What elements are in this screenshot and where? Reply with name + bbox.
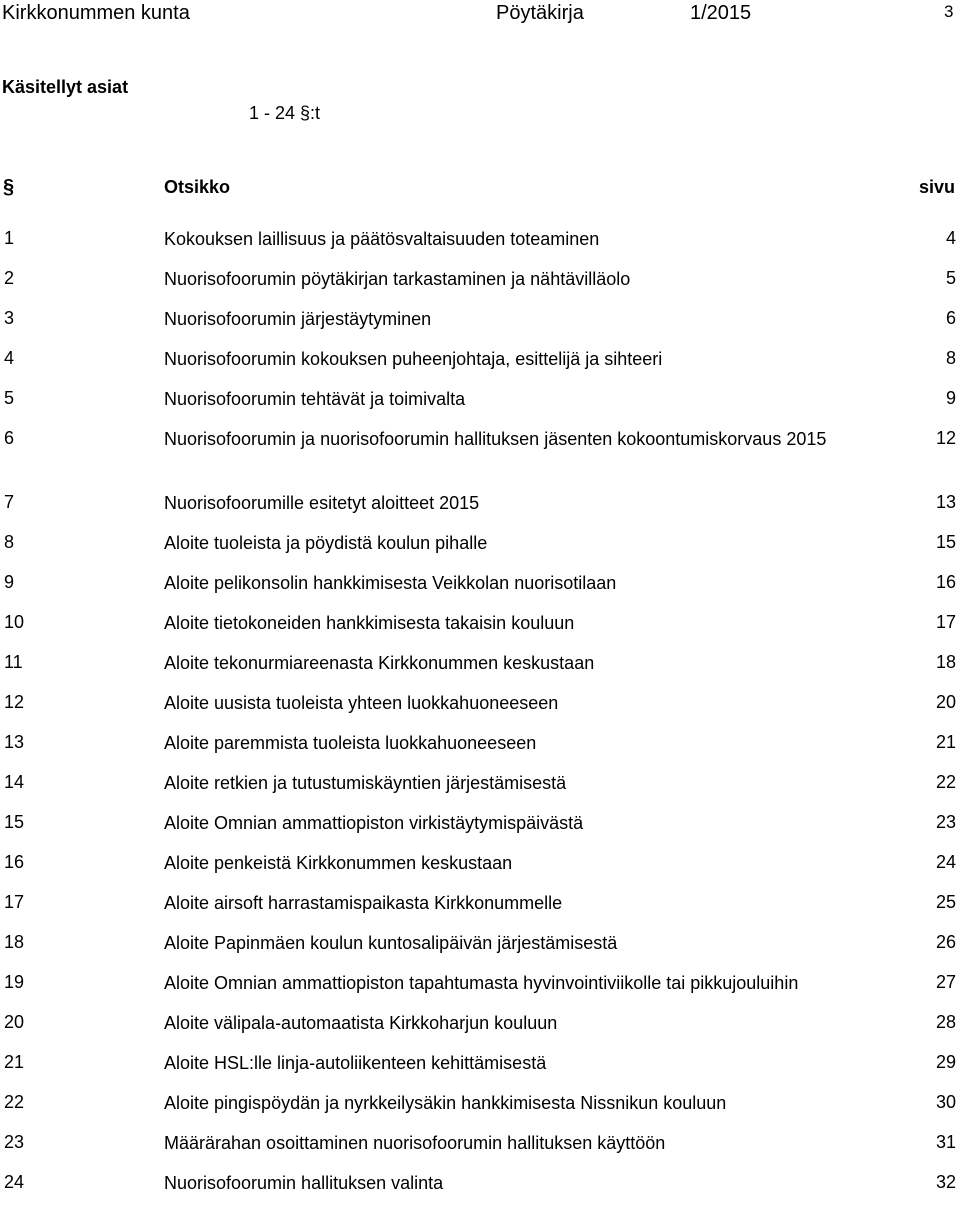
toc-item	[0, 1088, 960, 1128]
toc-item-title: Aloite tuoleista ja pöydistä koulun pihalle	[164, 533, 488, 553]
toc-item-number: 2	[4, 268, 15, 288]
toc-item-number: 12	[4, 692, 25, 712]
toc-item-page: 27	[935, 972, 956, 992]
toc-item-number: 14	[4, 772, 25, 792]
toc-item-title: Aloite pelikonsolin hankkimisesta Veikkolan nuorisotilaan	[164, 573, 617, 593]
page-header	[0, 0, 960, 30]
toc-item-title: Nuorisofoorumin kokouksen puheenjohtaja, esittelijä ja sihteeri	[164, 349, 663, 369]
toc-item-page: 16	[935, 572, 956, 592]
toc-item-number: 5	[4, 388, 15, 408]
toc-item-title: Nuorisofoorumin ja nuorisofoorumin hallituksen jäsenten kokoontumiskorvaus 2015	[164, 429, 827, 449]
toc-item-page: 32	[935, 1172, 956, 1192]
toc-item-number: 20	[4, 1012, 25, 1032]
toc-page-header: sivu	[918, 177, 955, 197]
toc-item-title: Aloite HSL:lle linja-autoliikenteen kehittämisestä	[164, 1053, 547, 1073]
municipality-name: Kirkkonummen kunta	[2, 2, 190, 24]
toc-item-title: Aloite uusista tuoleista yhteen luokkahuoneeseen	[164, 693, 559, 713]
toc-item	[0, 1008, 960, 1048]
toc-item-page: 21	[935, 732, 956, 752]
toc-item	[0, 848, 960, 888]
toc-item-title: Nuorisofoorumin hallituksen valinta	[164, 1173, 444, 1193]
document-type: Pöytäkirja	[496, 2, 584, 24]
toc-item-title: Aloite penkeistä Kirkkonummen keskustaan	[164, 853, 513, 873]
toc-item-title: Aloite paremmista tuoleista luokkahuoneeseen	[164, 733, 537, 753]
toc-item	[0, 608, 960, 648]
toc-item-page: 13	[935, 492, 956, 512]
toc-item-number: 1	[4, 228, 15, 248]
toc-item-number: 23	[4, 1132, 25, 1152]
toc-item-number: 9	[4, 572, 15, 592]
toc-item-title: Aloite pingispöydän ja nyrkkeilysäkin hankkimisesta Nissnikun kouluun	[164, 1093, 727, 1113]
toc-item-page: 24	[935, 852, 956, 872]
toc-item-title: Aloite tekonurmiareenasta Kirkkonummen keskustaan	[164, 653, 595, 673]
toc-item	[0, 344, 960, 384]
toc-item-page: 15	[935, 532, 956, 552]
toc-item-page: 5	[945, 268, 956, 288]
toc-item-page: 6	[945, 308, 956, 328]
toc-item-number: 21	[4, 1052, 25, 1072]
toc-item-number: 6	[4, 428, 15, 448]
toc-item	[0, 488, 960, 528]
toc-item-page: 4	[945, 228, 956, 248]
toc-item	[0, 304, 960, 344]
toc-item-page: 31	[935, 1132, 956, 1152]
toc-item	[0, 568, 960, 608]
toc-item-page: 9	[945, 388, 956, 408]
section-title: Käsitellyt asiat	[2, 77, 129, 97]
toc-item-number: 15	[4, 812, 25, 832]
toc-item	[0, 768, 960, 808]
toc-item	[0, 528, 960, 568]
toc-item-title: Aloite tietokoneiden hankkimisesta takaisin kouluun	[164, 613, 575, 633]
toc-item-title: Nuorisofoorumin tehtävät ja toimivalta	[164, 389, 466, 409]
toc-item-page: 23	[935, 812, 956, 832]
toc-item	[0, 1128, 960, 1168]
toc-item-number: 11	[4, 652, 23, 672]
toc-item-title: Määrärahan osoittaminen nuorisofoorumin hallituksen käyttöön	[164, 1133, 666, 1153]
toc-item-title: Nuorisofoorumin järjestäytyminen	[164, 309, 432, 329]
toc-item	[0, 1168, 960, 1208]
toc-item	[0, 808, 960, 848]
toc-header	[0, 176, 960, 202]
toc-item-title: Aloite retkien ja tutustumiskäyntien järjestämisestä	[164, 773, 567, 793]
toc-item	[0, 688, 960, 728]
toc-item-title: Kokouksen laillisuus ja päätösvaltaisuuden toteaminen	[164, 229, 600, 249]
toc-item-page: 28	[935, 1012, 956, 1032]
toc-item-title: Aloite Omnian ammattiopiston tapahtumasta hyvinvointiviikolle tai pikkujouluihin	[164, 973, 799, 993]
toc-item-number: 18	[4, 932, 25, 952]
toc-item-number: 8	[4, 532, 15, 552]
toc-item-number: 19	[4, 972, 25, 992]
toc-item-number: 4	[4, 348, 15, 368]
toc-item-title: Nuorisofoorumin pöytäkirjan tarkastaminen ja nähtävilläolo	[164, 269, 631, 289]
toc-item-page: 20	[935, 692, 956, 712]
toc-title-header: Otsikko	[164, 177, 231, 197]
toc-item-page: 17	[935, 612, 956, 632]
toc-item	[0, 224, 960, 264]
toc-item-number: 17	[4, 892, 25, 912]
document-number: 1/2015	[690, 2, 752, 24]
toc-item-title: Aloite Papinmäen koulun kuntosalipäivän järjestämisestä	[164, 933, 618, 953]
toc-item	[0, 424, 960, 488]
toc-item	[0, 384, 960, 424]
toc-item	[0, 888, 960, 928]
toc-item-number: 16	[4, 852, 25, 872]
page-number: 3	[944, 2, 954, 21]
toc-item-page: 25	[935, 892, 956, 912]
toc-item-page: 30	[935, 1092, 956, 1112]
section-range: 1 - 24 §:t	[249, 103, 321, 123]
toc-item-page: 29	[935, 1052, 956, 1072]
toc-item-number: 22	[4, 1092, 25, 1112]
toc-item-number: 13	[4, 732, 25, 752]
toc-item-number: 7	[4, 492, 15, 512]
toc-item-page: 22	[935, 772, 956, 792]
table-of-contents	[0, 224, 960, 1208]
toc-item-title: Aloite airsoft harrastamispaikasta Kirkkonummelle	[164, 893, 563, 913]
toc-item-page: 12	[935, 428, 956, 448]
toc-item	[0, 968, 960, 1008]
toc-item	[0, 728, 960, 768]
toc-item-number: 3	[4, 308, 15, 328]
toc-item-number: 10	[4, 612, 25, 632]
toc-item-page: 26	[935, 932, 956, 952]
toc-item-title: Nuorisofoorumille esitetyt aloitteet 2015	[164, 493, 480, 513]
toc-item-title: Aloite välipala-automaatista Kirkkoharjun kouluun	[164, 1013, 558, 1033]
toc-item-page: 8	[945, 348, 956, 368]
section-symbol: §	[3, 176, 15, 198]
toc-item	[0, 1048, 960, 1088]
toc-item	[0, 264, 960, 304]
toc-item-title: Aloite Omnian ammattiopiston virkistäytymispäivästä	[164, 813, 584, 833]
toc-item-number: 24	[4, 1172, 25, 1192]
toc-item	[0, 648, 960, 688]
toc-item	[0, 928, 960, 968]
toc-item-page: 18	[935, 652, 956, 672]
